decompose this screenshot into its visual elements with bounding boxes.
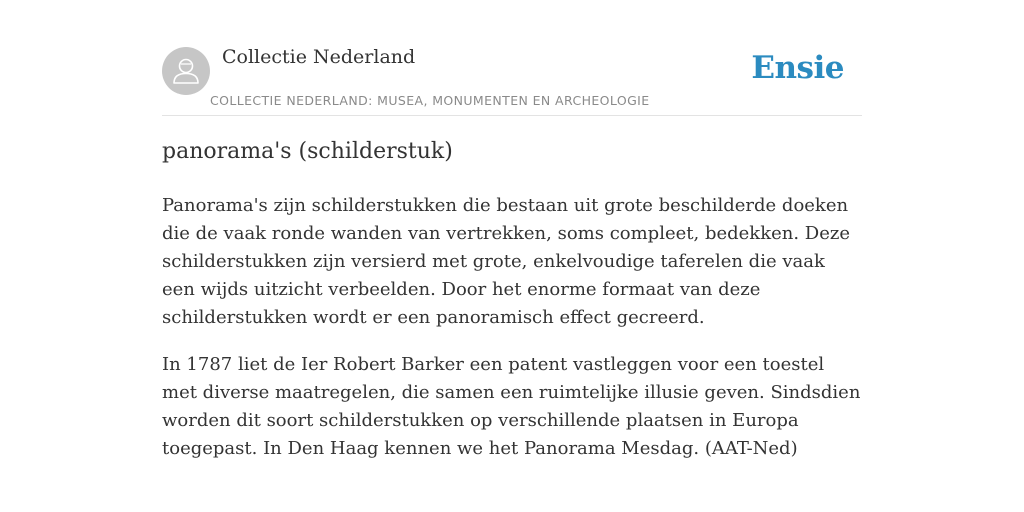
header: [162, 44, 862, 116]
brand-logo[interactable]: Ensie: [751, 50, 844, 86]
paragraph: In 1787 liet de Ier Robert Barker een patent vastleggen voor een toestel met diverse maatregelen, die samen een ruimtelijke illusie geven. Sindsdien worden dit soort schilderstukken op verschillende plaatsen in Europa toegepast. In Den Haag kennen we het Panorama Mesdag. (AAT-Ned): [162, 354, 861, 459]
article-body: [162, 192, 862, 482]
page-title: panorama's (schilderstuk): [162, 139, 453, 164]
paragraph: Panorama's zijn schilderstukken die bestaan uit grote beschilderde doeken die de vaak ronde wanden van vertrekken, soms compleet, bedekken. Deze schilderstukken zijn versierd met grote, enkelvoudige taferelen die vaak een wijds uitzicht verbeelden. Door het enorme formaat van deze schilderstukken wordt er een panoramisch effect gecreerd.: [162, 195, 851, 328]
user-icon: [162, 47, 210, 95]
avatar[interactable]: [162, 47, 210, 95]
author-subtitle: COLLECTIE NEDERLAND: MUSEA, MONUMENTEN EN ARCHEOLOGIE: [210, 93, 650, 108]
author-name[interactable]: Collectie Nederland: [222, 46, 416, 68]
